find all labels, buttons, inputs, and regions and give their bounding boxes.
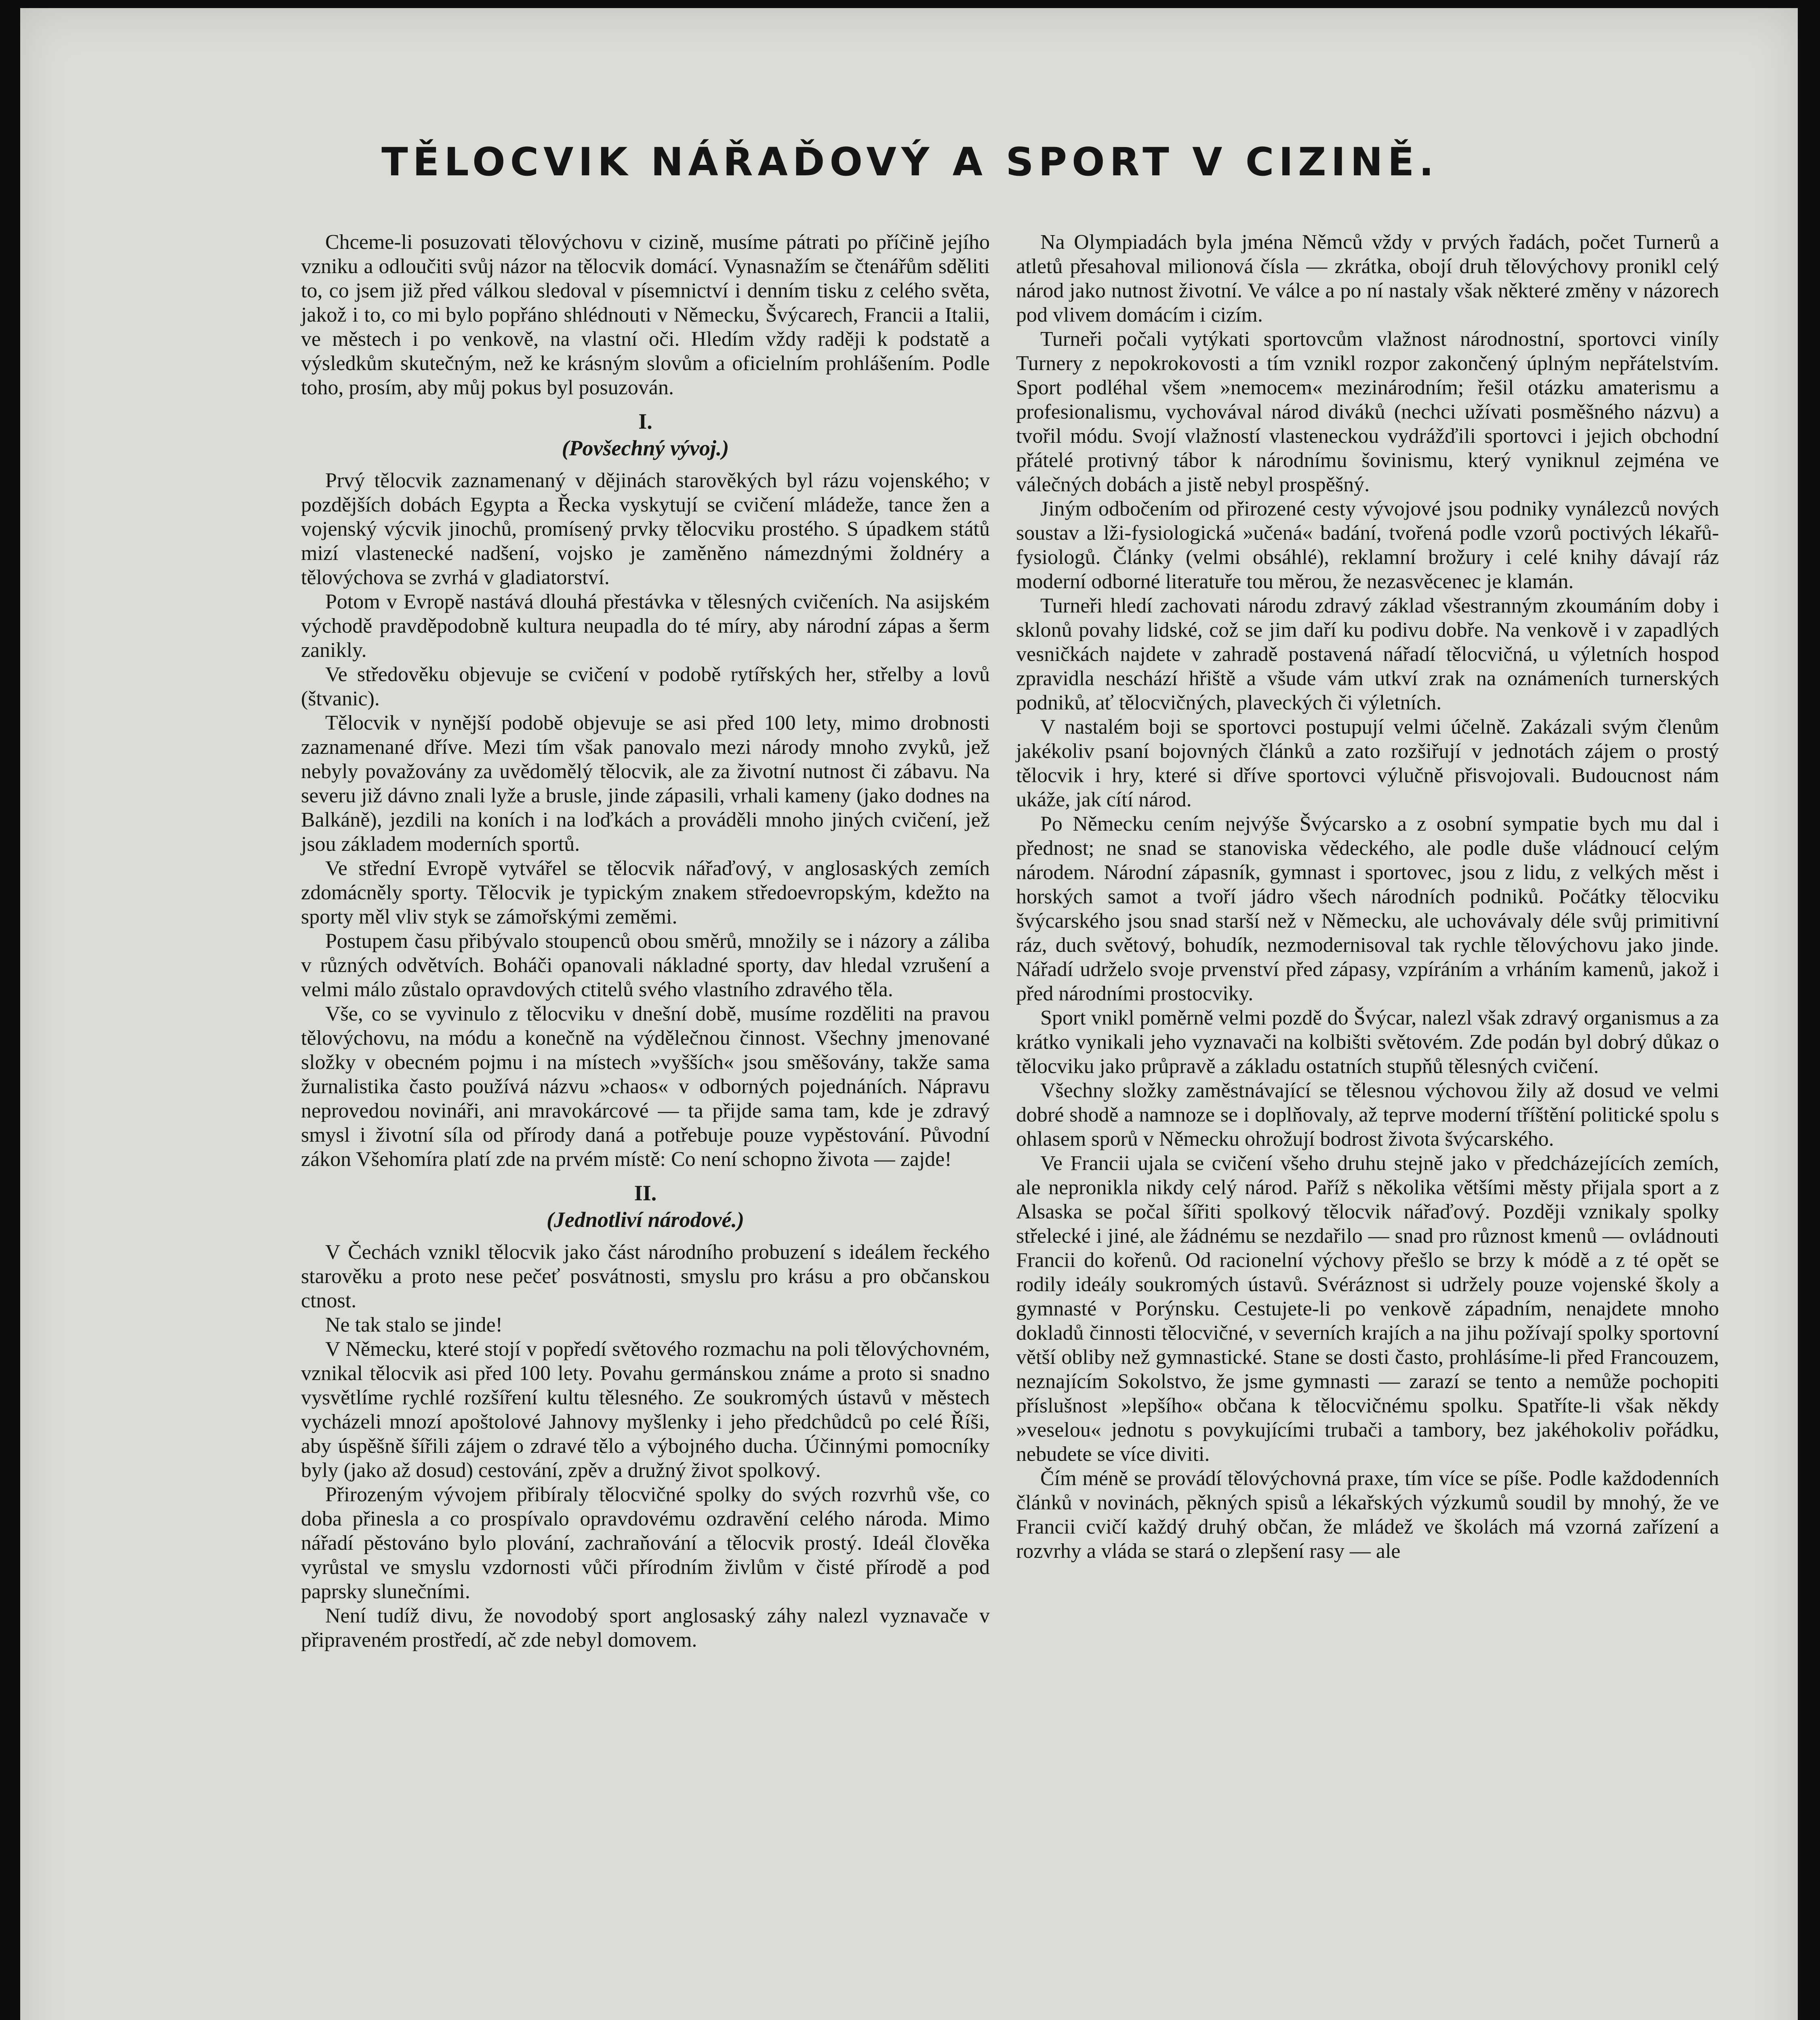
paragraph: Vše, co se vyvinulo z tělocviku v dnešní době, musíme rozděliti na pravou tělovýchovu, na módu a konečně na výdělečnou činnost. Všechny jmenované složky v obecném pojmu i na místech »vyšších« jsou směšovány, takže sama žurnalistika často používá názvu »chaos« v odborných pojednáních. Nápravu neprovedou novináři, ani mravokárcové — ta přijde sama tam, kde je zdravý smysl i životní síla od přírody daná a potřebuje pouze vypěstování. Původní zákon Všehomíra platí zde na prvém místě: Co není schopno života — zajde!	[301, 1002, 990, 1171]
paragraph: Tělocvik v nynější podobě objevuje se asi před 100 lety, mimo drobnosti zaznamenané dříve. Mezi tím však panovalo mezi národy mnoho zvyků, jež nebyly považovány za uvědomělý tělocvik, ale za životní nutnost či zábavu. Na severu již dávno znali lyže a brusle, jinde zápasili, vrhali kameny (jako dodnes na Balkáně), jezdili na koních i na loďkách a prováděli mnoho jiných cvičení, jež jsou základem moderních sportů.	[301, 711, 990, 856]
section-1-number: I.	[638, 409, 652, 433]
section-2-number: II.	[634, 1181, 657, 1205]
paragraph: Ve střední Evropě vytvářel se tělocvik nářaďový, v anglosaských zemích zdomácněly sporty. Tělocvik je typickým znakem středoevropským, kdežto na sporty měl vliv styk se zámořskými zeměmi.	[301, 857, 990, 928]
paragraph: V nastalém boji se sportovci postupují velmi účelně. Zakázali svým členům jakékoliv psaní bojovných článků a zato rozšiřují v jednotách zájem o prostý tělocvik i hry, které si dříve sportovci výlučně přisvojovali. Budoucnost nám ukáže, jak cítí národ.	[1016, 715, 1719, 811]
paragraph: Sport vnikl poměrně velmi pozdě do Švýcar, nalezl však zdravý organismus a za krátko vynikali jeho vyznavači na kolbišti světovém. Zde podán byl dobrý důkaz o tělocviku jako průpravě a základu ostatních stupňů tělesných cvičení.	[1016, 1006, 1719, 1078]
paragraph: Ve středověku objevuje se cvičení v podobě rytířských her, střelby a lovů (štvanic).	[301, 663, 990, 710]
paragraph: Ve Francii ujala se cvičení všeho druhu stejně jako v předcházejících zemích, ale nepronikla nikdy celý národ. Paříž s několika většími městy přijala sport a z Alsaska se počal šířiti spolkový tělocvik nářaďový. Později vznikaly spolky střelecké i jiné, ale žádnému se nezdařilo — snad pro různost kmenů — ovládnouti Francii do kořenů. Od racionelní výchovy přešlo se brzy k módě a z té opět se rodily ideály soukromých ústavů. Svéráznost si udržely pouze vojenské školy a gymnasté v Porýnsku. Cestujete-li po venkově západním, nenajdete mnoho dokladů činnosti tělocvičné, v severních krajích a na jihu požívají spolky sportovní větší obliby než gymnastické. Stane se dosti často, prohlásíme-li před Francouzem, neznajícím Sokolstvo, že jsme gymnasti — zarazí se tento a nemůže pochopiti příslušnost »lepšího« občana k tělocvičnému spolku. Spatříte-li však někdy »veselou« jednotu s povykujícími trubači a tambory, bez jakéhokoliv pořádku, nebudete se více diviti.	[1016, 1152, 1719, 1466]
paragraph: Čím méně se provádí tělovýchovná praxe, tím více se píše. Podle každodenních článků v novinách, pěkných spisů a lékařských výzkumů soudil by mnohý, že ve Francii cvičí každý druhý občan, že mládež ve školách má vzorná zařízení a rozvrhy a vláda se stará o zlepšení rasy — ale	[1016, 1467, 1719, 1563]
paragraph: Postupem času přibývalo stoupenců obou směrů, množily se i názory a záliba v různých odvětvích. Boháči opanovali nákladné sporty, dav hledal vzrušení a velmi málo zůstalo opravdových ctitelů svého vlastního zdravého těla.	[301, 930, 990, 1001]
paragraph: Turneři počali vytýkati sportovcům vlažnost národnostní, sportovci viníly Turnery z nepokrokovosti a tím vznikl rozpor zakončený úplným nepřátelstvím. Sport podléhal všem »nemocem« mezinárodním; řešil otázku amaterismu a profesionalismu, vychovával národ diváků (nechci užívati posměšného názvu) a tvořil módu. Svojí vlažností vlasteneckou vydrážďili sportovci i jejich obchodní přátelé protivný tábor k národnímu šovinismu, který vyniknul zejména ve válečných dobách a jistě nebyl prospěšný.	[1016, 328, 1719, 496]
paragraph: Všechny složky zaměstnávající se tělesnou výchovou žily až dosud ve velmi dobré shodě a namnoze se i doplňovaly, až teprve moderní tříštění politické spolu s ohlasem sporů v Německu ohrožují bodrost života švýcarského.	[1016, 1079, 1719, 1151]
paragraph: Ne tak stalo se jinde!	[325, 1313, 503, 1336]
paragraph: Potom v Evropě nastává dlouhá přestávka v tělesných cvičeních. Na asijském východě pravděpodobně kultura neupadla do té míry, aby národní zápas a šerm zanikly.	[301, 590, 990, 662]
paragraph: V Čechách vznikl tělocvik jako část národního probuzení s ideálem řeckého starověku a proto nese pečeť posvátnosti, smyslu pro krásu a pro občanskou ctnost.	[301, 1241, 990, 1312]
intro-paragraph: Chceme-li posuzovati tělovýchovu v cizině, musíme pátrati po příčině jejího vzniku a odloučiti svůj názor na tělocvik domácí. Vynasnažím se čtenářům sděliti to, co jsem již před válkou sledoval v písemnictví i denním tisku z celého světa, jakož i to, co mi bylo popřáno shlédnouti v Německu, Švýcarech, Francii a Italii, ve městech i po venkově, na vlastní oči. Hledím vždy raději k podstatě a výsledkům skutečným, než ke krásným slovům a oficielním prohlášením. Podle toho, prosím, aby můj pokus byl posuzován.	[301, 231, 990, 399]
section-2-title: (Jednotliví národové.)	[547, 1208, 744, 1232]
paragraph: Není tudíž divu, že novodobý sport anglosaský záhy nalezl vyznavače v připraveném prostředí, ač zde nebyl domovem.	[301, 1604, 990, 1652]
left-column	[301, 230, 990, 1652]
article-title: TĚLOCVIK NÁŘAĎOVÝ A SPORT V CIZINĚ.	[381, 139, 1439, 185]
paragraph: Přirozeným vývojem přibíraly tělocvičné spolky do svých rozvrhů vše, co doba přinesla a co prospívalo opravdovému ozdravění celého národa. Mimo nářadí pěstováno bylo plování, zachraňování a tělocvik prostý. Ideál člověka vyrůstal ve smyslu vzdornosti vůči přírodním živlům v čisté přírodě a pod paprsky slunečními.	[301, 1483, 990, 1603]
paragraph: Jiným odbočením od přirozené cesty vývojové jsou podniky vynálezců nových soustav a lži-fysiologická »učená« badání, tvořená podle vzorů poctivých lékařů-fysiologů. Články (velmi obsáhlé), reklamní brožury i celé knihy dávají ráz moderní odborné literatuře tou měrou, že nezasvěcenec je klamán.	[1016, 497, 1719, 593]
paragraph: Po Německu cením nejvýše Švýcarsko a z osobní sympatie bych mu dal i přednost; ne snad se stanoviska vědeckého, ale podle duše vládnoucí celým národem. Národní zápasník, gymnast i sportovec, jsou z lidu, z velkých měst i horských samot a tvoří jádro všech národních podniků. Počátky tělocviku švýcarského jsou snad starší než v Německu, ale uchovávaly déle svůj primitivní ráz, duch světový, bohudík, nezmodernisoval tak rychle tělovýchovu jako jinde. Nářadí udrželo svoje prvenství před zápasy, vzpíráním a vrháním kamenů, jakož i před národními prostocviky.	[1016, 812, 1719, 1005]
paragraph: Turneři hledí zachovati národu zdravý základ všestranným zkoumáním doby i sklonů povahy lidské, což se jim daří ku podivu dobře. Na venkově i v zapadlých vesničkách najdete v zahradě postavená nářadí tělocvičná, u výletních hospod zpravidla neschází hřiště a všude vám utkví zrak na oznámeních turnerských podniků, ať tělocvičných, plaveckých či výletních.	[1016, 594, 1719, 714]
paragraph: Na Olympiadách byla jména Němců vždy v prvých řadách, počet Turnerů a atletů přesahoval milionová čísla — zkrátka, obojí druh tělovýchovy pronikl celý národ jako nutnost životní. Ve válce a po ní nastaly však některé změny v názorech pod vlivem domácím i cizím.	[1016, 231, 1719, 326]
section-1-title: (Povšechný vývoj.)	[562, 436, 729, 460]
right-column	[1016, 230, 1719, 1563]
paragraph: V Německu, které stojí v popředí světového rozmachu na poli tělovýchovném, vznikal tělocvik asi před 100 lety. Povahu germánskou známe a proto si snadno vysvětlíme rychlé rozšíření kultu tělesného. Ze soukromých ústavů v městech vycházeli mnozí apoštolové Jahnovy myšlenky i jeho předchůdců po celé Říši, aby úspěšně šířili zájem o zdravé tělo a výbojného ducha. Účinnými pomocníky byly (jako až dosud) cestování, zpěv a družný život spolkový.	[301, 1338, 990, 1482]
paragraph: Prvý tělocvik zaznamenaný v dějinách starověkých byl rázu vojenského; v pozdějších dobách Egypta a Řecka vyskytují se cvičení mládeže, tance žen a vojenský výcvik jinochů, promísený prvky tělocviku prostého. S úpadkem států mizí vlastenecké nadšení, vojsko je zaměněno námezdnými žoldnéry a tělovýchova se zvrhá v gladiatorství.	[301, 469, 990, 589]
